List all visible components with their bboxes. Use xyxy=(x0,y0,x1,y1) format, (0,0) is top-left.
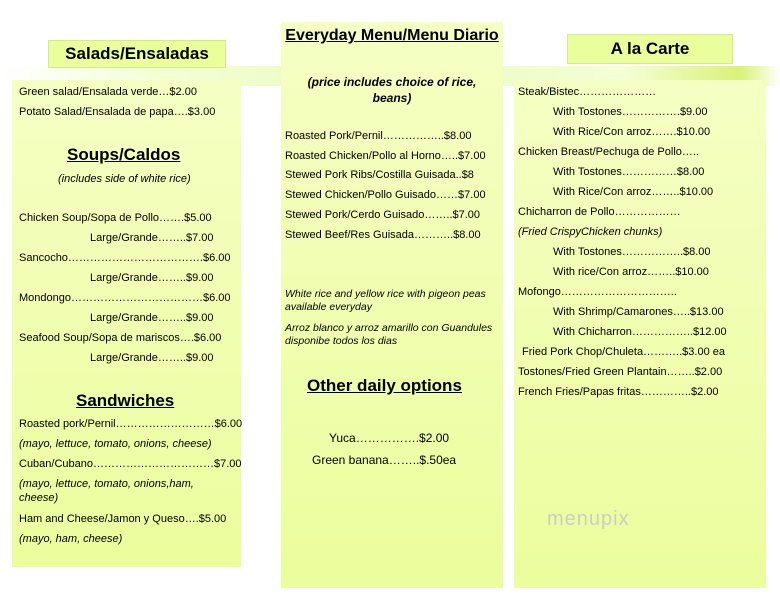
menu-item: Ham and Cheese/Jamon y Queso….$5.00 xyxy=(19,513,227,525)
soups-note: (includes side of white rice) xyxy=(58,173,191,185)
menu-item: Chicharron de Pollo……………… xyxy=(518,206,681,218)
menu-item: Stewed Pork Ribs/Costilla Guisada..$8 xyxy=(285,169,474,181)
item-description: (mayo, lettuce, tomato, onions, cheese) xyxy=(19,438,212,450)
menu-item: Mofongo………………………….. xyxy=(518,286,677,298)
menu-item: Large/Grande……..$9.00 xyxy=(90,352,214,364)
everyday-heading: Everyday Menu/Menu Diario xyxy=(285,27,499,44)
sandwiches-heading: Sandwiches xyxy=(76,391,175,410)
menu-item: Potato Salad/Ensalada de papa….$3.00 xyxy=(19,106,216,118)
a-la-carte-heading: A la Carte xyxy=(567,34,733,64)
menu-item: Seafood Soup/Sopa de mariscos….$6.00 xyxy=(19,332,222,344)
item-description: (mayo, ham, cheese) xyxy=(19,533,123,545)
rice-note-spanish: Arroz blanco y arroz amarillo con Guandules disponibe todos los dias xyxy=(285,322,493,347)
menu-item: Stewed Pork/Cerdo Guisado……..$7.00 xyxy=(285,209,481,221)
menu-item: Large/Grande……..$7.00 xyxy=(90,232,214,244)
menu-item: Fried Pork Chop/Chuleta………..$3.00 ea xyxy=(522,346,725,358)
menu-item: Green banana……..$.50ea xyxy=(312,453,457,467)
menu-item: With Tostones……………..$8.00 xyxy=(553,246,711,258)
menu-item: Chicken Soup/Sopa de Pollo…….$5.00 xyxy=(19,212,212,224)
rice-note-english: White rice and yellow rice with pigeon peas available everyday xyxy=(285,288,486,313)
menu-item: Steak/Bistec………………… xyxy=(518,86,657,98)
menu-item: With Tostones…………….$9.00 xyxy=(553,106,708,118)
soups-heading: Soups/Caldos xyxy=(67,145,181,164)
other-options-heading: Other daily options xyxy=(307,376,462,395)
menu-item: Roasted Pork/Pernil……………..$8.00 xyxy=(285,130,472,142)
menu-item: With Chicharron……………..$12.00 xyxy=(553,326,727,338)
item-description: (Fried CrispyChicken chunks) xyxy=(518,226,663,238)
menu-item: Stewed Beef/Res Guisada………..$8.00 xyxy=(285,229,481,241)
menu-item: With rice/Con arroz……..$10.00 xyxy=(553,266,709,278)
rice-note xyxy=(285,288,497,356)
menu-item: Mondongo………………………………$6.00 xyxy=(19,292,231,304)
item-description: cheese) xyxy=(19,492,59,504)
item-description: (mayo, lettuce, tomato, onions,ham, xyxy=(19,478,194,490)
menu-item: Roasted Chicken/Pollo al Horno…..$7.00 xyxy=(285,150,486,162)
menu-item: Chicken Breast/Pechuga de Pollo….. xyxy=(518,146,699,158)
menu-item: With Rice/Con arroz……..$10.00 xyxy=(553,186,714,198)
menu-item: Sancocho……………………………….$6.00 xyxy=(19,252,231,264)
menu-item: With Tostones……………$8.00 xyxy=(553,166,705,178)
menu-item: With Rice/Con arroz…….$10.00 xyxy=(553,126,711,138)
menu-item: Green salad/Ensalada verde…$2.00 xyxy=(19,86,197,98)
menu-item: With Shrimp/Camarones…..$13.00 xyxy=(553,306,724,318)
menu-item: Large/Grande……..$9.00 xyxy=(90,272,214,284)
everyday-note: (price includes choice of rice, beans) xyxy=(307,75,477,105)
menu-item: Tostones/Fried Green Plantain……..$2.00 xyxy=(518,366,723,378)
menu-item: Stewed Chicken/Pollo Guisado……$7.00 xyxy=(285,189,486,201)
menu-item: Yuca…………….$2.00 xyxy=(329,431,450,445)
menu-item: French Fries/Papas fritas…………..$2.00 xyxy=(518,386,719,398)
salads-heading: Salads/Ensaladas xyxy=(48,40,226,68)
menu-item: Large/Grande……..$9.00 xyxy=(90,312,214,324)
menu-item: Roasted pork/Pernil………………………$6.00 xyxy=(19,418,243,430)
menu-item: Cuban/Cubano……………………………$7.00 xyxy=(19,458,242,470)
watermark: menupix xyxy=(547,508,630,530)
